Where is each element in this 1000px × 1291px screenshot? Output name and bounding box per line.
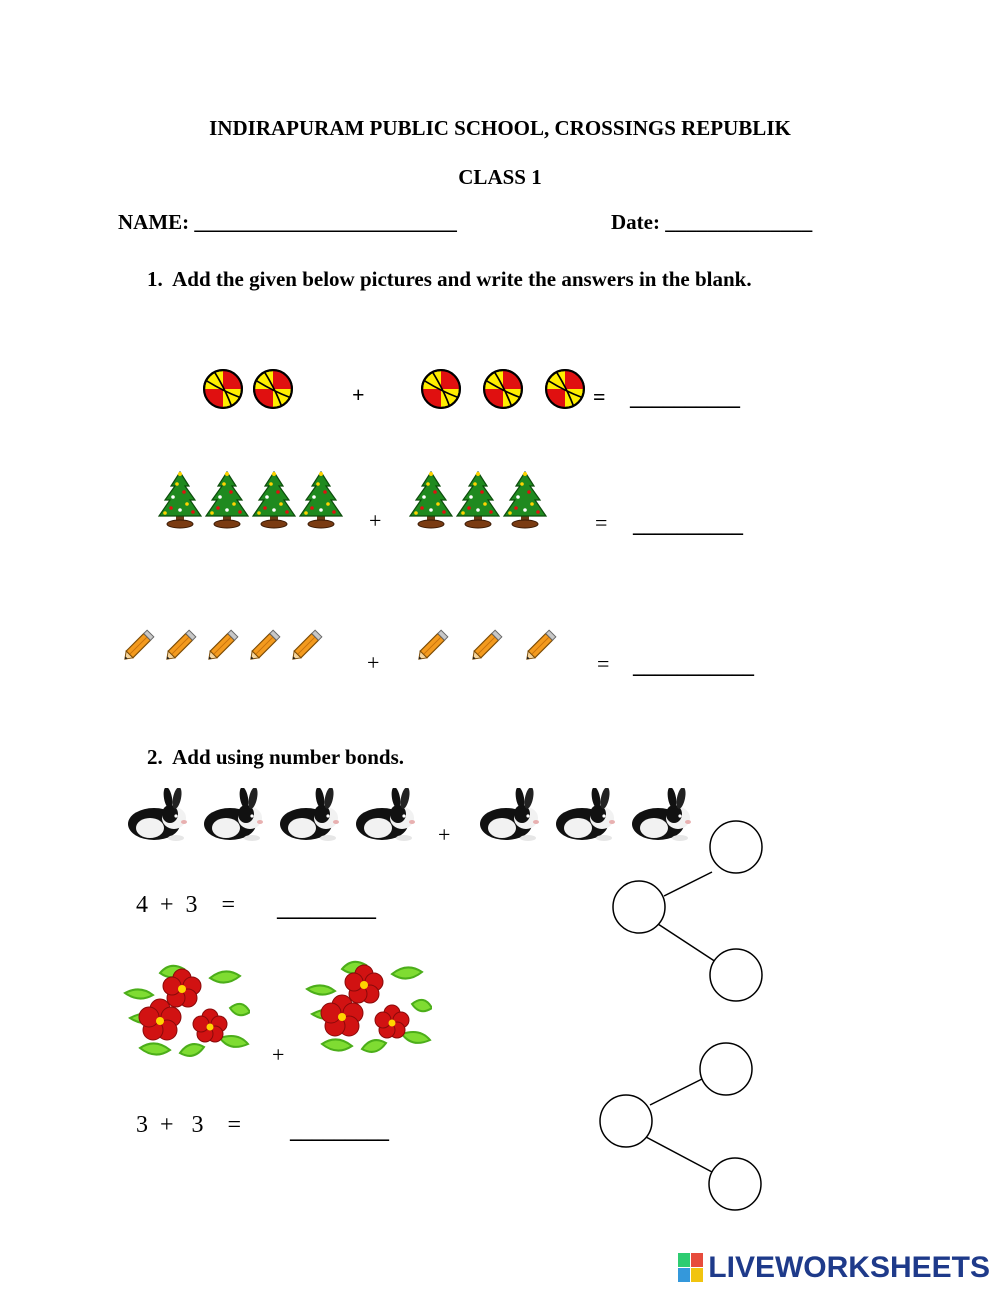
row-3-plus: + bbox=[367, 650, 380, 675]
pencil-icon bbox=[118, 624, 160, 666]
bond-2-part-top-circle[interactable] bbox=[700, 1043, 752, 1095]
question-1-number: 1. bbox=[147, 267, 163, 291]
bond-2-part-bottom-circle[interactable] bbox=[709, 1158, 761, 1210]
flower-bunch-icon bbox=[120, 958, 250, 1068]
bond-2-whole-circle[interactable] bbox=[600, 1095, 652, 1147]
row-1-left-group bbox=[202, 368, 294, 410]
liveworksheets-logo bbox=[678, 1251, 990, 1285]
name-blank[interactable]: _________________________ bbox=[194, 210, 457, 234]
row-1-right-group bbox=[420, 368, 586, 410]
rabbit-icon bbox=[354, 788, 418, 842]
bond-1-part-top-circle[interactable] bbox=[710, 821, 762, 873]
pencil-icon bbox=[466, 624, 508, 666]
row-3-right-group bbox=[412, 624, 562, 666]
eq1-a: 4 bbox=[136, 892, 148, 918]
equation-1 bbox=[136, 892, 235, 919]
pencil-icon bbox=[520, 624, 562, 666]
date-field[interactable] bbox=[611, 210, 812, 235]
liveworksheets-logo-icon bbox=[678, 1253, 704, 1283]
question-2-heading bbox=[147, 745, 404, 770]
name-field[interactable] bbox=[118, 210, 457, 235]
flower-bunch-icon bbox=[302, 954, 432, 1064]
christmas-tree-icon bbox=[408, 470, 454, 530]
ball-icon bbox=[482, 368, 524, 410]
rabbit-icon bbox=[478, 788, 542, 842]
pencil-icon bbox=[160, 624, 202, 666]
row-1-equals: = bbox=[593, 384, 606, 409]
rabbit-icon bbox=[202, 788, 266, 842]
row-3-left-group bbox=[118, 624, 328, 666]
question-1-heading bbox=[147, 267, 752, 292]
school-name: INDIRAPURAM PUBLIC SCHOOL, CROSSINGS REPUBLIK bbox=[209, 116, 791, 140]
name-label: NAME: bbox=[118, 210, 190, 234]
question-1-text: Add the given below pictures and write the answers in the blank. bbox=[172, 267, 752, 291]
eq2-b: 3 bbox=[191, 1112, 204, 1138]
liveworksheets-text: LIVEWORKSHEETS bbox=[708, 1251, 990, 1284]
pencil-icon bbox=[286, 624, 328, 666]
row-2-plus: + bbox=[369, 508, 382, 533]
pencil-icon bbox=[244, 624, 286, 666]
eq2-equals: = bbox=[227, 1112, 242, 1138]
eq2-plus: + bbox=[160, 1112, 174, 1138]
question-2-text: Add using number bonds. bbox=[172, 745, 404, 769]
row-3-answer-blank[interactable]: ___________ bbox=[633, 653, 754, 678]
number-bond-2 bbox=[590, 1035, 775, 1225]
pencil-icon bbox=[412, 624, 454, 666]
row-1-answer-blank[interactable]: __________ bbox=[630, 385, 740, 410]
row-3-equals: = bbox=[597, 651, 610, 676]
eq1-equals: = bbox=[221, 892, 236, 918]
ball-icon bbox=[202, 368, 244, 410]
eq2-answer-blank[interactable]: _________ bbox=[290, 1118, 389, 1143]
rabbits-left-group bbox=[126, 788, 418, 842]
eq1-plus: + bbox=[160, 892, 174, 918]
row-2-left-group bbox=[157, 470, 344, 530]
bond-1-whole-circle[interactable] bbox=[613, 881, 665, 933]
christmas-tree-icon bbox=[502, 470, 548, 530]
rabbit-icon bbox=[278, 788, 342, 842]
equation-2 bbox=[136, 1112, 241, 1139]
pencil-icon bbox=[202, 624, 244, 666]
row-1-plus: + bbox=[352, 382, 365, 407]
ball-icon bbox=[252, 368, 294, 410]
eq2-a: 3 bbox=[136, 1112, 148, 1138]
row-2-equals: = bbox=[595, 510, 608, 535]
ball-icon bbox=[420, 368, 462, 410]
christmas-tree-icon bbox=[298, 470, 344, 530]
ball-icon bbox=[544, 368, 586, 410]
christmas-tree-icon bbox=[204, 470, 250, 530]
flowers-plus: + bbox=[272, 1042, 285, 1067]
number-bond-1 bbox=[600, 810, 780, 1010]
date-blank[interactable]: ______________ bbox=[665, 210, 813, 234]
bond-1-part-bottom-circle[interactable] bbox=[710, 949, 762, 1001]
christmas-tree-icon bbox=[251, 470, 297, 530]
date-label: Date: bbox=[611, 210, 660, 234]
eq1-b: 3 bbox=[185, 892, 198, 918]
class-label: CLASS 1 bbox=[458, 165, 542, 189]
row-2-answer-blank[interactable]: __________ bbox=[633, 512, 743, 537]
christmas-tree-icon bbox=[455, 470, 501, 530]
eq1-answer-blank[interactable]: _________ bbox=[277, 896, 376, 921]
row-2-right-group bbox=[408, 470, 548, 530]
rabbits-plus: + bbox=[438, 822, 451, 847]
question-2-number: 2. bbox=[147, 745, 163, 769]
rabbit-icon bbox=[126, 788, 190, 842]
christmas-tree-icon bbox=[157, 470, 203, 530]
